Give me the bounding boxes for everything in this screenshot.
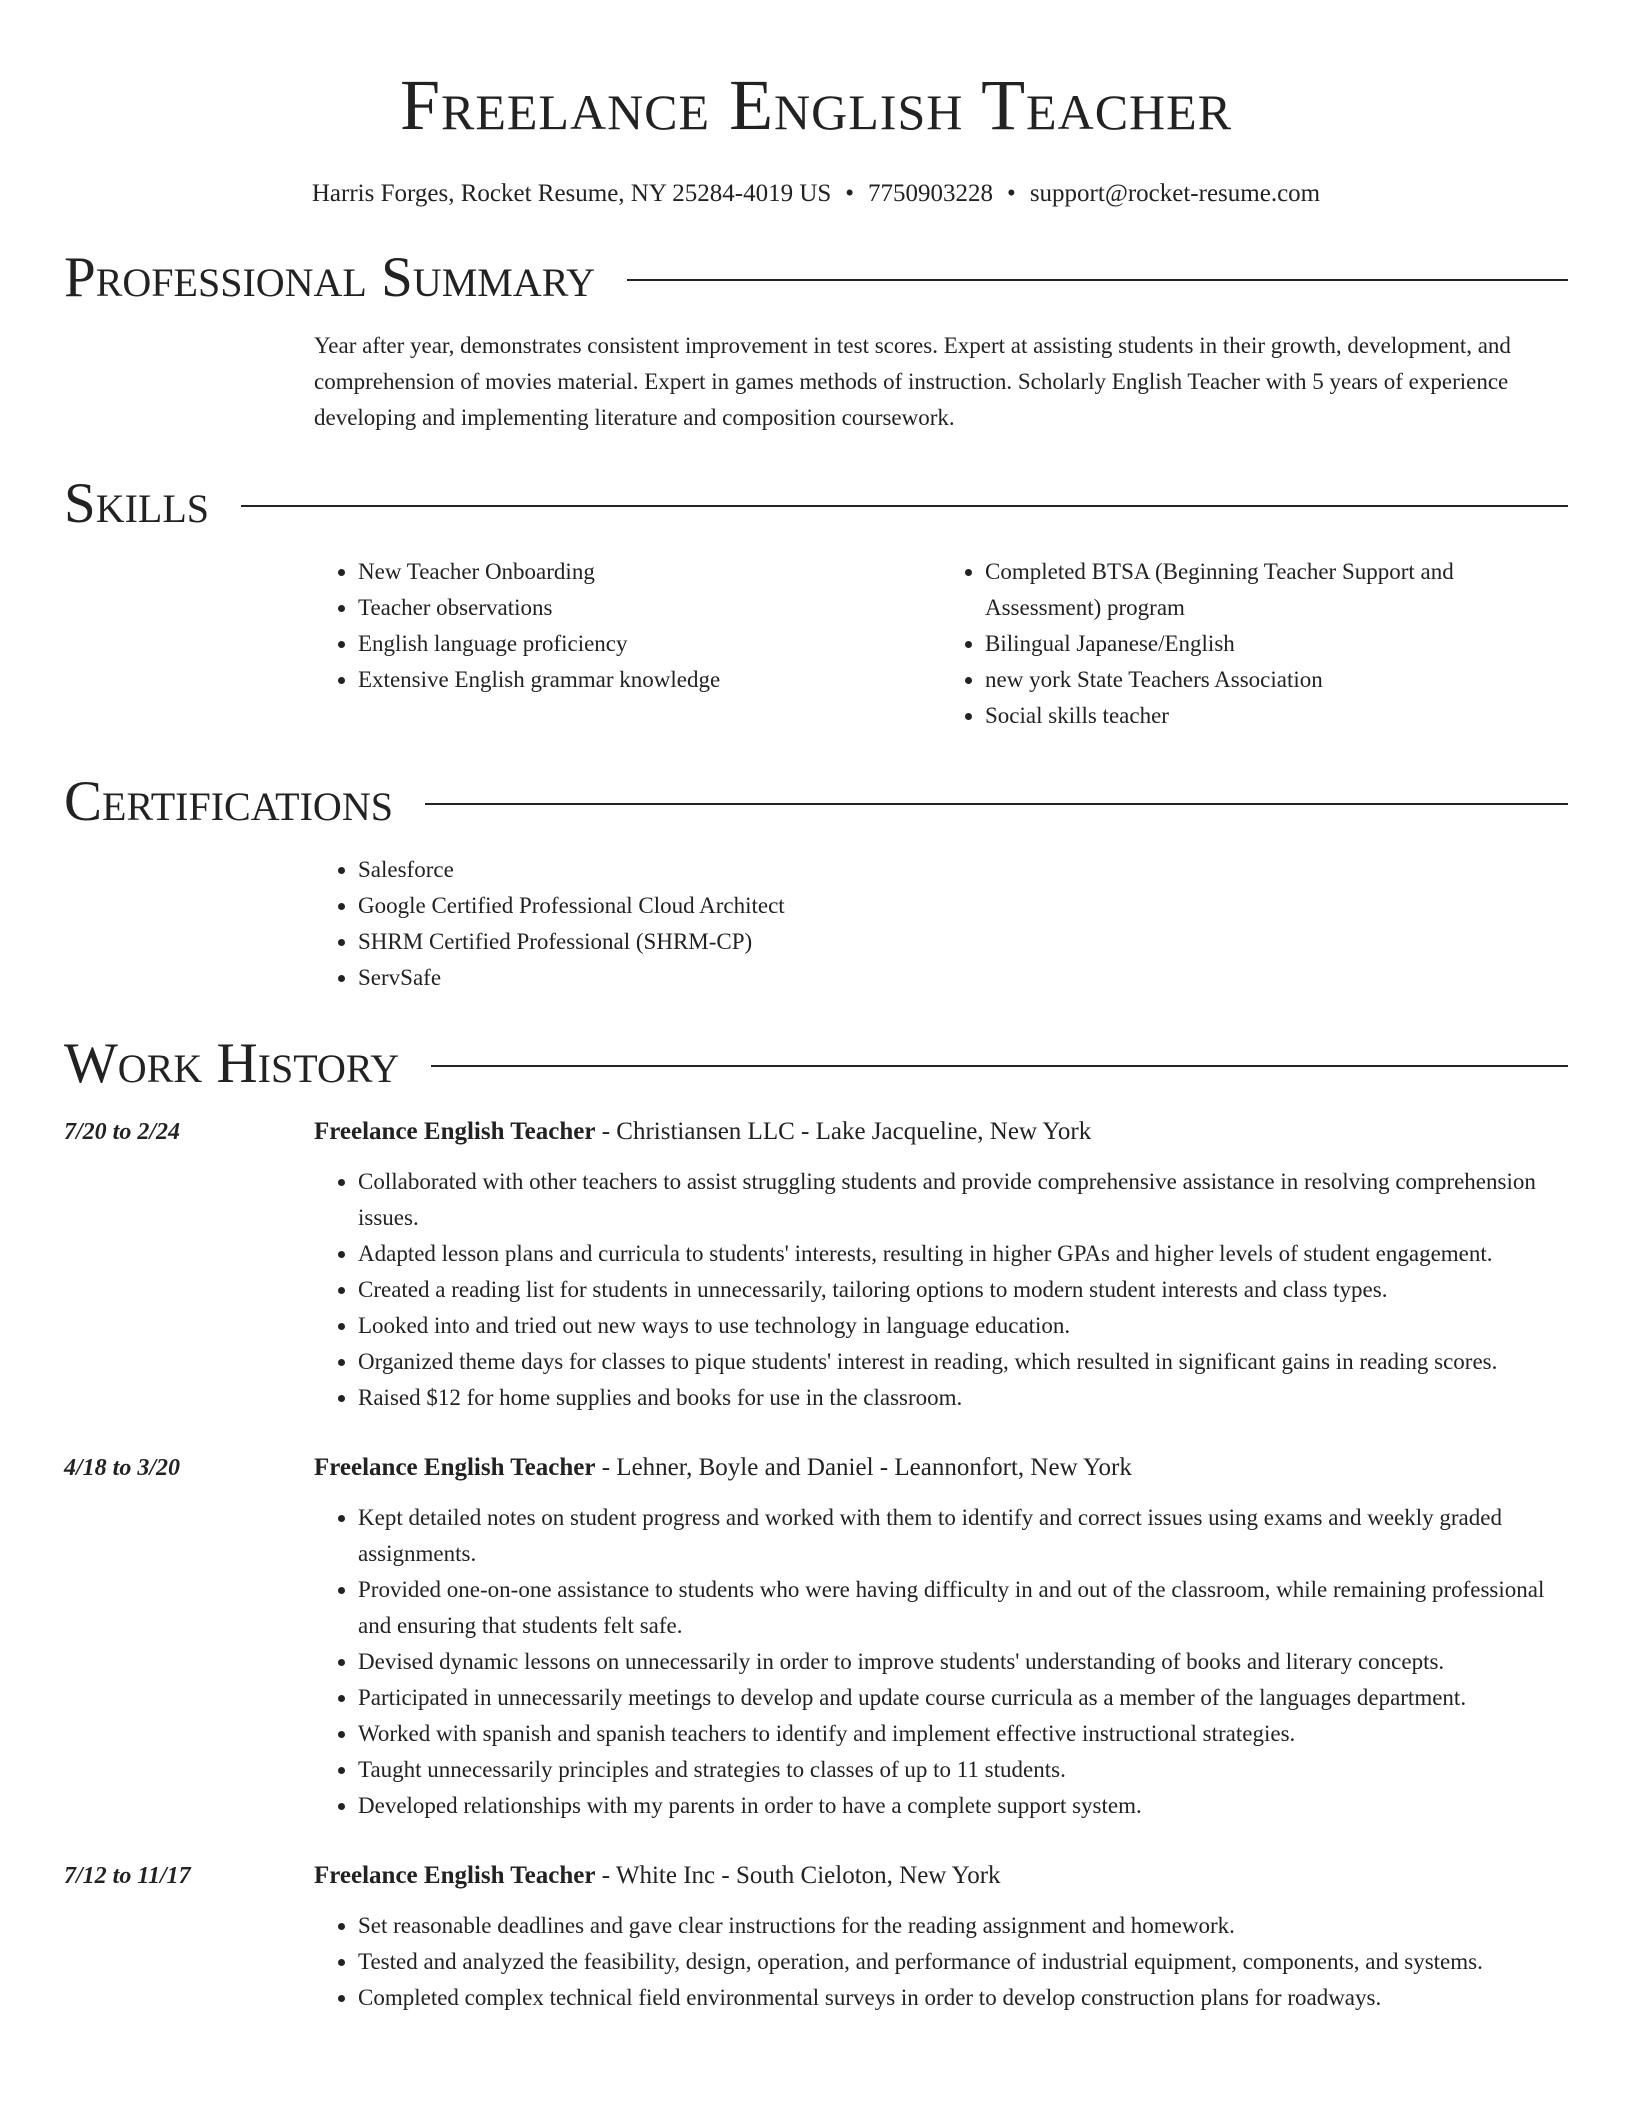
job-bullet: • Adapted lesson plans and curricula to students' interests, resulting in higher GPAs and higher levels of student engagement.: [358, 1236, 1568, 1272]
job-bullet: • Devised dynamic lessons on unnecessarily in order to improve students' understanding of books and literary concepts.: [358, 1644, 1568, 1680]
job-bullet: • Kept detailed notes on student progress and worked with them to identify and correct issues using exams and weekly graded assignments.: [358, 1500, 1568, 1572]
resume-name: Freelance English Teacher: [399, 65, 1233, 145]
job-bullets: [314, 1908, 1568, 2016]
job-dates: 7/20 to 2/24: [64, 1119, 181, 1145]
job-entry: [64, 1450, 1568, 1824]
job-dates: 4/18 to 3/20: [64, 1455, 181, 1481]
certification-item: • Google Certified Professional Cloud Architect: [358, 888, 1568, 924]
skill-item: • Teacher observations: [358, 590, 941, 626]
certification-item: • Salesforce: [358, 852, 1568, 888]
certifications-section: [64, 772, 1568, 996]
job-bullet: • Created a reading list for students in unnecessarily, tailoring options to modern student interests and class types.: [358, 1272, 1568, 1308]
section-divider: [425, 803, 1568, 805]
section-header: [64, 474, 1568, 534]
skill-item: • Bilingual Japanese/English: [985, 626, 1568, 662]
skills-list-right: [941, 554, 1568, 734]
job-bullet: • Tested and analyzed the feasibility, design, operation, and performance of industrial equipment, components, and systems.: [358, 1944, 1568, 1980]
skill-item: • New Teacher Onboarding: [358, 554, 941, 590]
job-entry: [64, 1858, 1568, 2016]
skills-list-left: [314, 554, 941, 734]
job-bullet: • Set reasonable deadlines and gave clear instructions for the reading assignment and homework.: [358, 1908, 1568, 1944]
job-title: Freelance English Teacher: [314, 1118, 596, 1145]
contact-phone: 7750903228: [868, 180, 994, 207]
job-details: [314, 1450, 1568, 1824]
certification-item: • SHRM Certified Professional (SHRM-CP): [358, 924, 1568, 960]
section-header: [64, 772, 1568, 832]
job-bullet: • Developed relationships with my parents in order to have a complete support system.: [358, 1788, 1568, 1824]
job-employer: - White Inc - South Cieloton, New York: [595, 1862, 1001, 1889]
job-dates: 7/12 to 11/17: [64, 1863, 191, 1889]
job-bullet: • Provided one-on-one assistance to students who were having difficulty in and out of the classroom, while remaining professional and ensuring that students felt safe.: [358, 1572, 1568, 1644]
job-employer: - Lehner, Boyle and Daniel - Leannonfort, New York: [595, 1454, 1132, 1481]
job-bullets: [314, 1500, 1568, 1824]
job-bullet: • Looked into and tried out new ways to use technology in language education.: [358, 1308, 1568, 1344]
section-divider: [431, 1065, 1568, 1067]
job-bullet: • Collaborated with other teachers to assist struggling students and provide comprehensive assistance in resolving comprehension issues.: [358, 1164, 1568, 1236]
skill-item: • Completed BTSA (Beginning Teacher Support and Assessment) program: [985, 554, 1568, 626]
job-entry: [64, 1114, 1568, 1416]
job-bullet: • Worked with spanish and spanish teachers to identify and implement effective instructional strategies.: [358, 1716, 1568, 1752]
summary-body: [314, 328, 1568, 436]
job-details: [314, 1114, 1568, 1416]
certifications-list: [314, 852, 1568, 996]
job-bullet: • Raised $12 for home supplies and books for use in the classroom.: [358, 1380, 1568, 1416]
job-heading: [314, 1450, 1568, 1486]
job-employer: - Christiansen LLC - Lake Jacqueline, New York: [595, 1118, 1092, 1145]
skill-item: • Extensive English grammar knowledge: [358, 662, 941, 698]
summary-section: [64, 248, 1568, 436]
certifications-body: [314, 852, 1568, 996]
job-bullets: [314, 1164, 1568, 1416]
summary-text: Year after year, demonstrates consistent improvement in test scores. Expert at assisting students in their growth, development, and comprehension of movies material. Expert in games methods of instruction. Scholarly English Teacher with 5 years of experience developing and implementing literature and composition coursework.: [314, 333, 1511, 430]
job-title: Freelance English Teacher: [314, 1454, 596, 1481]
job-bullet: • Participated in unnecessarily meetings to develop and update course curricula as a member of the languages department.: [358, 1680, 1568, 1716]
skill-item: • Social skills teacher: [985, 698, 1568, 734]
section-header: [64, 248, 1568, 308]
job-bullet: • Completed complex technical field environmental surveys in order to develop construction plans for roadways.: [358, 1980, 1568, 2016]
work-history-section: [64, 1034, 1568, 2016]
certification-item: • ServSafe: [358, 960, 1568, 996]
contact-line: [64, 178, 1568, 210]
section-title: Professional Summary: [64, 246, 596, 309]
contact-separator: •: [845, 180, 855, 207]
skill-item: • new york State Teachers Association: [985, 662, 1568, 698]
job-bullet: • Organized theme days for classes to pique students' interest in reading, which resulted in significant gains in reading scores.: [358, 1344, 1568, 1380]
job-title: Freelance English Teacher: [314, 1862, 596, 1889]
job-bullet: • Taught unnecessarily principles and strategies to classes of up to 11 students.: [358, 1752, 1568, 1788]
skill-item: • English language proficiency: [358, 626, 941, 662]
section-title: Skills: [64, 472, 210, 535]
section-header: [64, 1034, 1568, 1094]
contact-address: Harris Forges, Rocket Resume, NY 25284-4019 US: [311, 180, 832, 207]
section-title: Certifications: [64, 770, 393, 833]
section-divider: [627, 279, 1568, 281]
section-divider: [241, 505, 1568, 507]
job-heading: [314, 1114, 1568, 1150]
contact-separator: •: [1007, 180, 1016, 207]
skills-section: [64, 474, 1568, 734]
contact-email: support@rocket-resume.com: [1029, 180, 1321, 207]
section-title: Work History: [64, 1032, 400, 1095]
job-heading: [314, 1858, 1568, 1894]
skills-body: [314, 554, 1568, 734]
job-details: [314, 1858, 1568, 2016]
